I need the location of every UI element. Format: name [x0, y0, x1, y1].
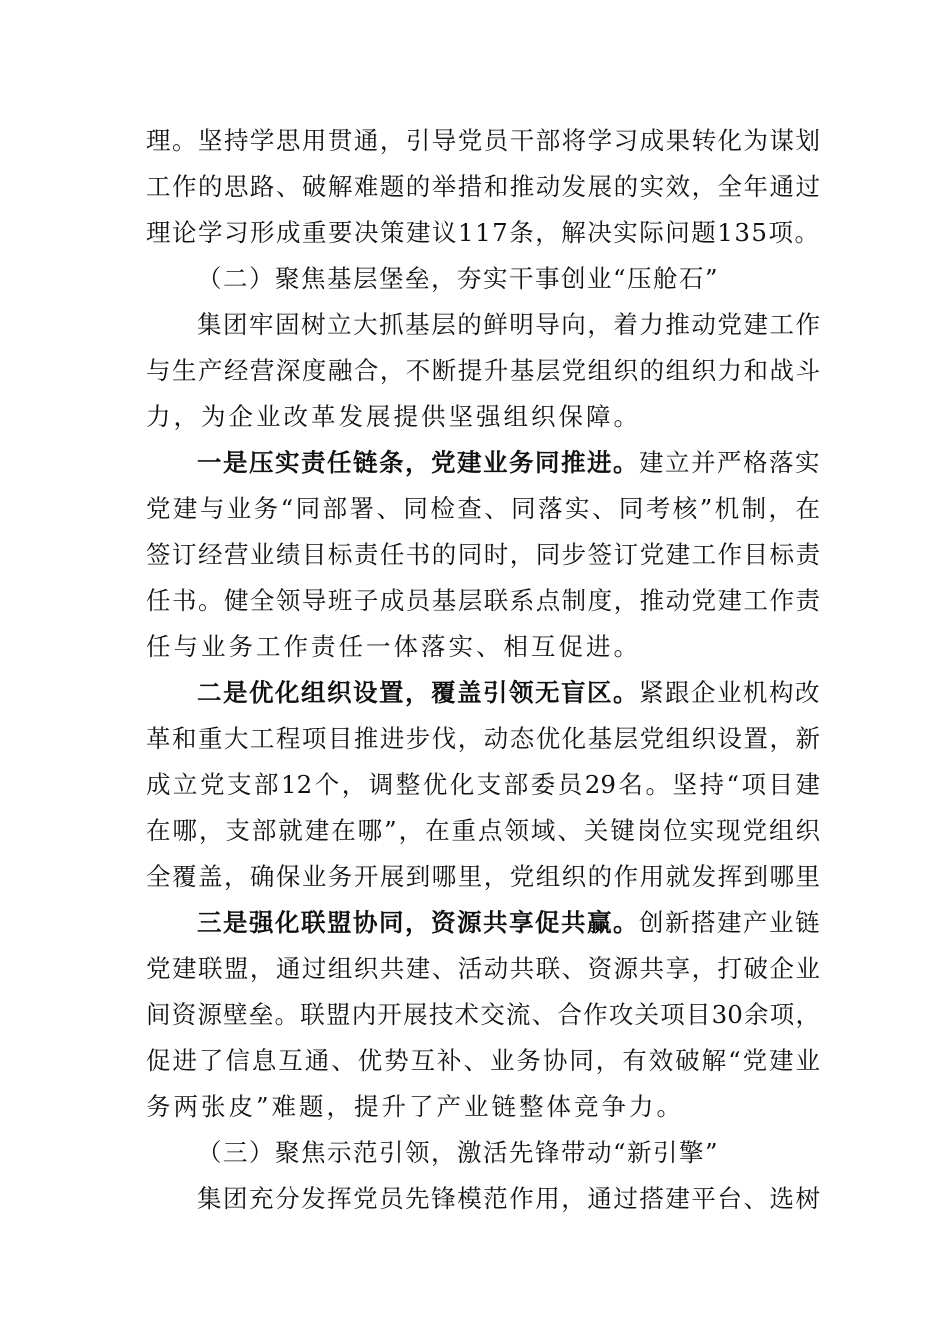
paragraph-line: 党建联盟，通过组织共建、活动共联、资源共享，打破企业: [146, 954, 820, 983]
paragraph-text: 紧跟企业机构改: [639, 678, 821, 707]
paragraph-text: 建立并严格落实: [639, 448, 821, 477]
bold-lead: 三是强化联盟协同，资源共享促共赢。: [197, 908, 639, 937]
paragraph-line: 集团充分发挥党员先锋模范作用，通过搭建平台、选树: [197, 1184, 820, 1213]
paragraph-line: 与生产经营深度融合，不断提升基层党组织的组织力和战斗: [146, 356, 820, 385]
bold-lead: 一是压实责任链条，党建业务同推进。: [197, 448, 639, 477]
paragraph-text: 创新搭建产业链: [639, 908, 821, 937]
paragraph-line: [197, 670, 820, 716]
paragraph-line: 理论学习形成重要决策建议117条，解决实际问题135项。: [146, 218, 821, 247]
paragraph-line: 集团牢固树立大抓基层的鲜明导向，着力推动党建工作: [197, 310, 820, 339]
paragraph-line: 签订经营业绩目标责任书的同时，同步签订党建工作目标责: [146, 540, 820, 569]
paragraph-line: 任书。健全领导班子成员基层联系点制度，推动党建工作责: [146, 586, 820, 615]
paragraph-line: 务两张皮”难题，提升了产业链整体竞争力。: [146, 1092, 685, 1121]
paragraph-line: 党建与业务“同部署、同检查、同落实、同考核”机制，在: [146, 494, 820, 523]
paragraph-line: 力，为企业改革发展提供坚强组织保障。: [146, 402, 641, 431]
paragraph-line: 革和重大工程项目推进步伐，动态优化基层党组织设置，新: [146, 724, 820, 753]
paragraph-line: [197, 900, 820, 946]
paragraph-line: 在哪，支部就建在哪”，在重点领域、关键岗位实现党组织: [146, 816, 820, 845]
paragraph-line: 工作的思路、破解难题的举措和推动发展的实效，全年通过: [146, 172, 820, 201]
section-heading: （三）聚焦示范引领，激活先锋带动“新引擎”: [197, 1138, 720, 1167]
bold-lead: 二是优化组织设置，覆盖引领无盲区。: [197, 678, 639, 707]
paragraph-line: 理。坚持学思用贯通，引导党员干部将学习成果转化为谋划: [146, 126, 820, 155]
paragraph-line: 促进了信息互通、优势互补、业务协同，有效破解“党建业: [146, 1046, 820, 1075]
paragraph-line: 任与业务工作责任一体落实、相互促进。: [146, 632, 641, 661]
paragraph-line: [197, 440, 820, 486]
paragraph-line: 全覆盖，确保业务开展到哪里，党组织的作用就发挥到哪里: [146, 862, 820, 891]
paragraph-line: 成立党支部12个，调整优化支部委员29名。坚持“项目建: [146, 770, 820, 799]
paragraph-line: 间资源壁垒。联盟内开展技术交流、合作攻关项目30余项，: [146, 1000, 820, 1029]
section-heading: （二）聚焦基层堡垒，夯实干事创业“压舱石”: [197, 264, 720, 293]
